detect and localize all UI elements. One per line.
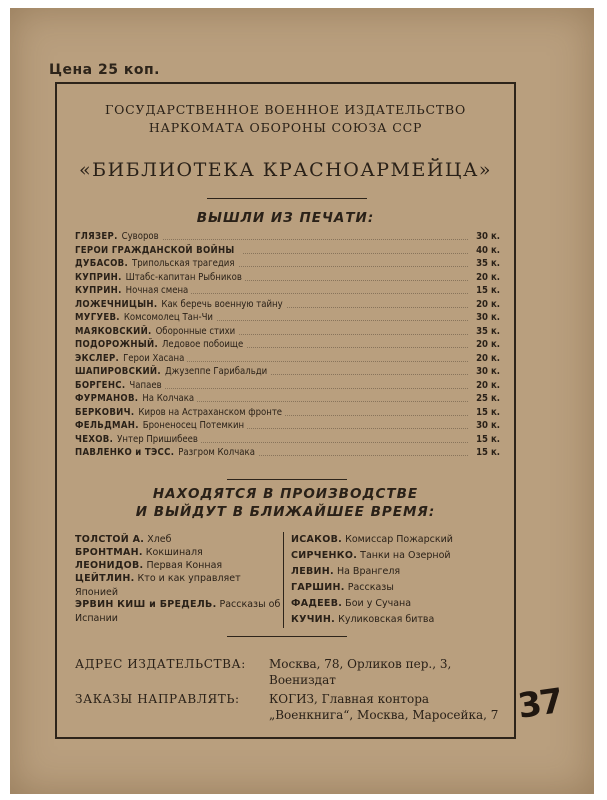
book-title: Киров на Астраханском фронте <box>138 406 283 418</box>
published-book-row <box>75 311 500 324</box>
book-price: 20 к. <box>470 298 500 311</box>
book-title: Разгром Колчака <box>178 447 255 458</box>
publisher-line-2: НАРКОМАТА ОБОРОНЫ СОЮЗА ССР <box>148 120 423 135</box>
published-book-row <box>75 338 500 351</box>
production-item: СИРЧЕНКО. Танки на Озерной <box>291 550 451 561</box>
series-title: «БИБЛИОТЕКА КРАСНОАРМЕЙЦА» <box>78 159 492 181</box>
book-price: 35 к. <box>470 257 500 270</box>
production-item: ЛЕВИН. На Врангеля <box>291 566 401 577</box>
orders-value: КОГИЗ, Главная контора „Военкнига“, Москва, Маросейка, 7 <box>269 692 499 722</box>
book-author: БОРГЕНС. <box>75 379 126 391</box>
published-book-row <box>75 284 500 297</box>
published-book-row <box>75 257 500 270</box>
published-book-row <box>75 379 500 392</box>
book-author: ЧЕХОВ. <box>75 433 114 445</box>
production-item: БРОНТМАН. Кокшиналя <box>75 547 203 558</box>
book-author: ШАПИРОВСКИЙ. <box>75 366 161 377</box>
published-book-row <box>75 352 500 365</box>
production-item: ЛЕОНИДОВ. Первая Конная <box>75 560 223 571</box>
book-price: 15 к. <box>470 406 500 419</box>
production-item: ИСАКОВ. Комиссар Пожарский <box>291 534 453 545</box>
book-title: Оборонные стихи <box>155 325 236 337</box>
content-frame <box>55 82 516 739</box>
address-value: Москва, 78, Орликов пер., 3, Воениздат <box>269 657 452 687</box>
published-book-row <box>75 244 500 257</box>
production-item: ЭРВИН КИШ и БРЕДЕЛЬ. Рассказы об Испании <box>75 599 281 624</box>
book-price: 15 к. <box>470 284 500 297</box>
book-price: 35 к. <box>470 325 500 338</box>
published-book-row <box>75 433 500 446</box>
publisher-line-1: ГОСУДАРСТВЕННОЕ ВОЕННОЕ ИЗДАТЕЛЬСТВО <box>105 102 466 117</box>
book-author: ПОДОРОЖНЫЙ. <box>75 339 158 350</box>
book-price: 30 к. <box>470 365 500 378</box>
divider <box>227 636 347 637</box>
book-title: Унтер Пришибеев <box>117 433 198 445</box>
book-title: Штабс-капитан Рыбников <box>125 271 242 283</box>
divider <box>227 479 347 480</box>
book-title: Герои Хасана <box>123 352 185 364</box>
published-heading: ВЫШЛИ ИЗ ПЕЧАТИ: <box>196 210 375 226</box>
published-book-row <box>75 406 500 419</box>
book-price: 30 к. <box>470 419 500 432</box>
book-title: Броненосец Потемкин <box>142 420 245 431</box>
production-item: ГАРШИН. Рассказы <box>291 582 394 593</box>
book-title: Трипольская трагедия <box>132 258 235 269</box>
book-author: КУПРИН. <box>75 271 122 283</box>
book-author: ЛОЖЕЧНИЦЫН. <box>75 298 158 310</box>
book-price: 20 к. <box>470 352 500 365</box>
book-price: 30 к. <box>470 311 500 324</box>
published-book-row <box>75 271 500 284</box>
price-label: Цена 25 коп. <box>49 62 160 78</box>
book-price: 20 к. <box>470 338 500 351</box>
published-book-row <box>75 392 500 405</box>
book-author: МУГУЕВ. <box>75 312 120 323</box>
production-item: КУЧИН. Куликовская битва <box>291 614 435 625</box>
book-price: 30 к. <box>470 230 500 243</box>
production-item: ФАДЕЕВ. Бои у Сучана <box>291 598 412 609</box>
book-title: На Колчака <box>142 393 195 404</box>
book-title: Чапаев <box>129 379 162 391</box>
book-author: ЭКСЛЕР. <box>75 352 120 364</box>
published-book-row <box>75 325 500 338</box>
book-price: 20 к. <box>470 379 500 392</box>
published-book-row <box>75 446 500 459</box>
production-item: ТОЛСТОЙ А. Хлеб <box>75 534 172 545</box>
book-author: ПАВЛЕНКО и ТЭСС. <box>75 447 175 458</box>
book-price: 15 к. <box>470 433 500 446</box>
book-title: Ночная смена <box>125 285 189 296</box>
book-author: МАЯКОВСКИЙ. <box>75 325 152 337</box>
production-heading-line-2: И ВЫЙДУТ В БЛИЖАЙШЕЕ ВРЕМЯ: <box>135 504 436 520</box>
book-author: ГЕРОИ ГРАЖДАНСКОЙ ВОЙНЫ <box>75 244 235 256</box>
book-author: БЕРКОВИЧ. <box>75 406 135 418</box>
book-author: ФЕЛЬДМАН. <box>75 420 139 431</box>
column-divider <box>283 532 284 628</box>
book-author: КУПРИН. <box>75 285 122 296</box>
production-heading-line-1: НАХОДЯТСЯ В ПРОИЗВОДСТВЕ <box>152 486 419 502</box>
book-price: 15 к. <box>470 446 500 459</box>
orders-label: ЗАКАЗЫ НАПРАВЛЯТЬ: <box>75 692 240 706</box>
book-price: 40 к. <box>470 244 500 257</box>
book-author: ГЛЯЗЕР. <box>75 231 118 242</box>
book-title: Комсомолец Тан-Чи <box>123 312 213 323</box>
published-book-row <box>75 365 500 378</box>
published-book-row <box>75 230 500 243</box>
book-price: 25 к. <box>470 392 500 405</box>
published-book-row <box>75 419 500 432</box>
address-label: АДРЕС ИЗДАТЕЛЬСТВА: <box>75 657 246 671</box>
book-title: Как беречь военную тайну <box>161 298 283 310</box>
book-price: 20 к. <box>470 271 500 284</box>
book-title: Ледовое побоище <box>162 339 244 350</box>
production-item: ЦЕЙТЛИН. Кто и как управляет Японией <box>75 573 241 598</box>
book-title: Суворов <box>121 231 159 242</box>
divider <box>207 198 367 199</box>
book-author: ФУРМАНОВ. <box>75 393 139 404</box>
published-book-row <box>75 298 500 311</box>
book-author: ДУБАСОВ. <box>75 258 129 269</box>
handwritten-number-stamp: 37 <box>515 681 564 727</box>
book-title: Джузеппе Гарибальди <box>164 366 268 377</box>
